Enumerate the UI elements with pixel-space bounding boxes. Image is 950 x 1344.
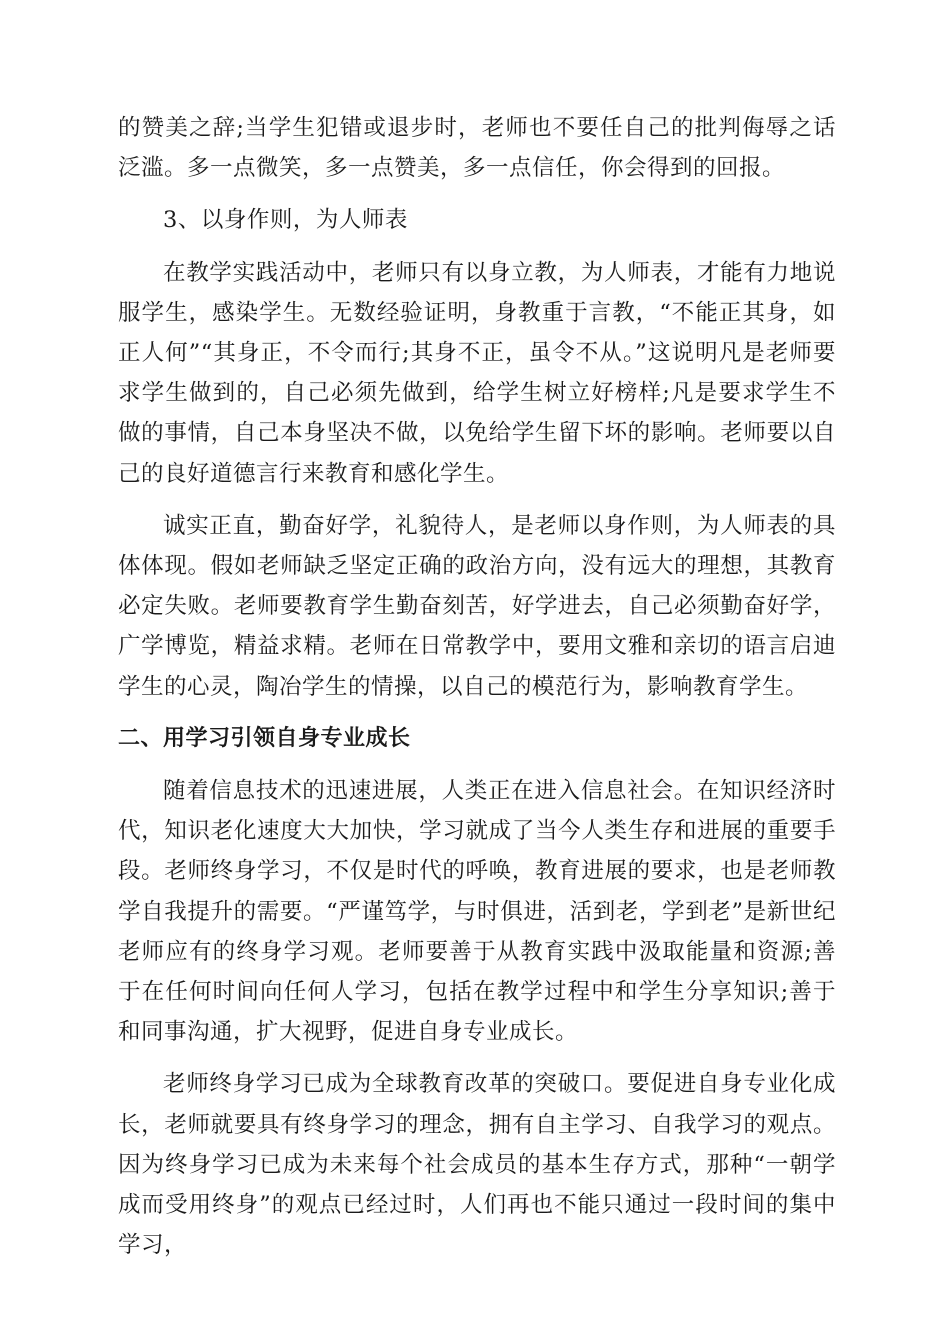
- document-page: [118, 108, 836, 1265]
- paragraph-continued: 的赞美之辞;当学生犯错或退步时，老师也不要任自己的批判侮辱之话泛滥。多一点微笑，多一点赞美，多一点信任，你会得到的回报。: [118, 115, 836, 182]
- subheading-item-3: 3、以身作则，为人师表: [163, 207, 408, 234]
- paragraph-honesty: 诚实正直，勤奋好学，礼貌待人，是老师以身作则，为人师表的具体体现。假如老师缺乏坚定正确的政治方向，没有远大的理想，其教育必定失败。老师要教育学生勤奋刻苦，好学进去，自己必须勤奋好学，广学博览，精益求精。老师在日常教学中，要用文雅和亲切的语言启迪学生的心灵，陶冶学生的情操，以自己的模范行为，影响教育学生。: [118, 512, 836, 700]
- paragraph-teaching-practice: 在教学实践活动中，老师只有以身立教，为人师表，才能有力地说服学生，感染学生。无数经验证明，身教重于言教，“不能正其身，如正人何”“其身正，不令而行;其身不正，虽令不从。”这说明凡是老师要求学生做到的，自己必须先做到，给学生树立好榜样;凡是要求学生不做的事情，自己本身坚决不做，以免给学生留下坏的影响。老师要以自己的良好道德言行来教育和感化学生。: [118, 259, 836, 487]
- paragraph-information-society: 随着信息技术的迅速进展，人类正在进入信息社会。在知识经济时代，知识老化速度大大加快，学习就成了当今人类生存和进展的重要手段。老师终身学习，不仅是时代的呼唤，教育进展的要求，也是老师教学自我提升的需要。“严谨笃学，与时俱进，活到老，学到老”是新世纪老师应有的终身学习观。老师要善于从教育实践中汲取能量和资源;善于在任何时间向任何人学习，包括在教学过程中和学生分享知识;善于和同事沟通，扩大视野，促进自身专业成长。: [118, 778, 836, 1046]
- paragraph-lifelong-learning: 老师终身学习已成为全球教育改革的突破口。要促进自身专业化成长，老师就要具有终身学习的理念，拥有自主学习、自我学习的观点。因为终身学习已成为未来每个社会成员的基本生存方式，那种“一朝学成而受用终身”的观点已经过时，人们再也不能只通过一段时间的集中学习，: [118, 1071, 836, 1259]
- section-heading-2: 二、用学习引领自身专业成长: [118, 725, 411, 751]
